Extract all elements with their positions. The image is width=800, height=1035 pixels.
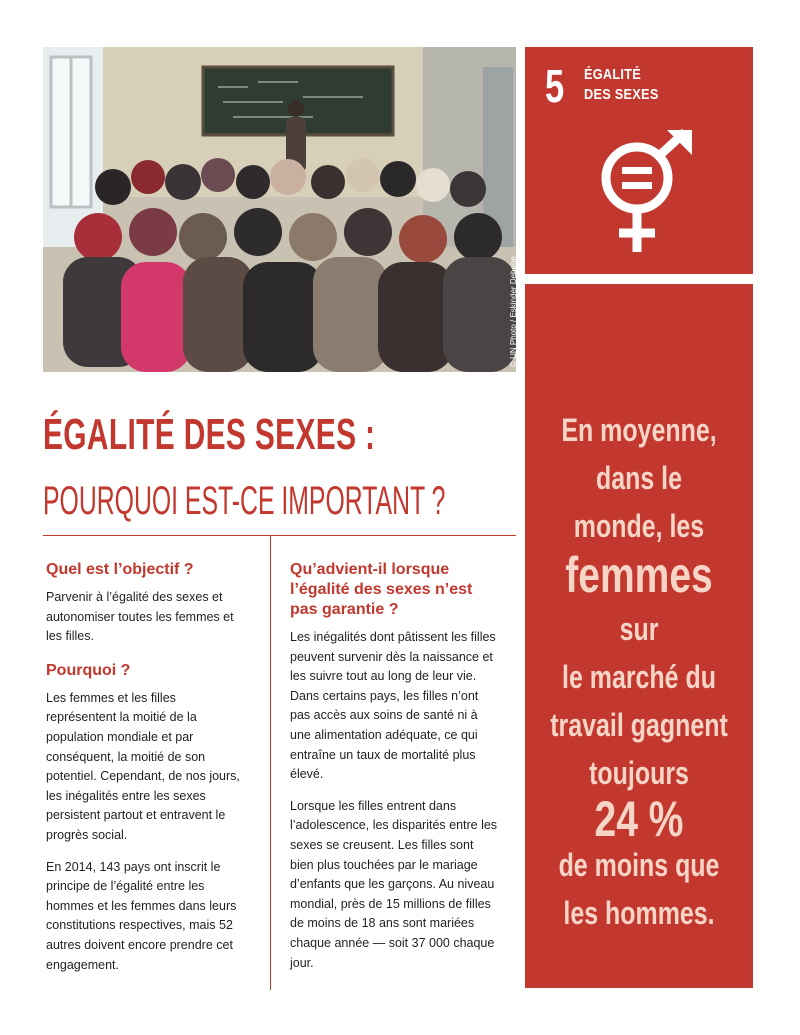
stat-line-9: de moins que (558, 847, 720, 883)
objective-heading: Quel est l’objectif ? (46, 561, 194, 578)
sdg-label (584, 65, 678, 105)
stat-line-5: le marché du (562, 659, 716, 695)
stat-percentage: 24 % (594, 791, 684, 847)
why-heading: Pourquoi ? (46, 661, 131, 679)
consequences-paragraph-2: Lorsque les filles entrent dans l’adolescence, les disparités entre les sexes se creusent. Les filles sont bien plus touchées par le mariage d’enfants que les garçons. Au niveau mondial, près de 15 millions de filles de moins de 18 ans sont mariées chaque année — soit 37 000 chaque jour. (290, 798, 498, 970)
objective-paragraph: Parvenir à l’égalité des sexes et autonomiser toutes les femmes et les filles. (46, 590, 234, 644)
consequences-heading: Qu’advient-il lorsque l’égalité des sexes n’est pas garantie ? (290, 561, 473, 618)
stat-line-2: dans le (595, 460, 682, 496)
stat-line-10: les hommes. (563, 895, 715, 931)
page-title: ÉGALITÉ DES SEXES : (43, 410, 376, 459)
right-column (290, 560, 500, 985)
classroom-photo (43, 47, 516, 372)
classroom-illustration (43, 47, 516, 372)
stat-line-4 (550, 547, 728, 653)
photo-credit: © UN Photo / Eskinder Debebe (509, 256, 518, 367)
stat-line-3: monde, les (573, 508, 705, 544)
statistic-panel (525, 284, 753, 988)
why-paragraph-2: En 2014, 143 pays ont inscrit le principe de l’égalité entre les hommes et les femmes dans leurs constitutions respectives, mais 52 autres doivent encore prendre cet engagement. (46, 859, 237, 972)
why-paragraph-1: Les femmes et les filles représentent la moitié de la population mondiale et par conséquent, la moitié de son potentiel. Cependant, de nos jours, les inégalités entre les sexes persistent partout et entravent le progrès social. (46, 690, 240, 842)
stat-highlight-women: femmes (565, 547, 713, 603)
statistic-text (525, 406, 753, 937)
column-divider (270, 535, 271, 990)
stat-line-7: toujours (589, 755, 689, 791)
stat-line-4-suffix: sur (619, 611, 659, 647)
sdg-label-line1: ÉGALITÉ (584, 66, 642, 83)
consequences-paragraph-1: Les inégalités dont pâtissent les filles peuvent survenir dès la naissance et les suivre tout au long de leur vie. Dans certains pays, les filles n’ont pas accès aux soins de santé ni à une alimentation adéquate, ce qui entraîne un taux de mortalité plus élevé. (290, 630, 496, 782)
sdg-goal-tile (525, 47, 753, 274)
page-subtitle: POURQUOI EST-CE IMPORTANT ? (43, 479, 446, 523)
gender-equality-icon (597, 130, 697, 260)
horizontal-divider (43, 535, 516, 536)
stat-line-1: En moyenne, (561, 412, 717, 448)
sdg-number: 5 (545, 60, 565, 112)
left-column (46, 560, 246, 987)
stat-line-6: travail gagnent (550, 707, 728, 743)
sdg-label-line2: DES SEXES (584, 86, 659, 103)
